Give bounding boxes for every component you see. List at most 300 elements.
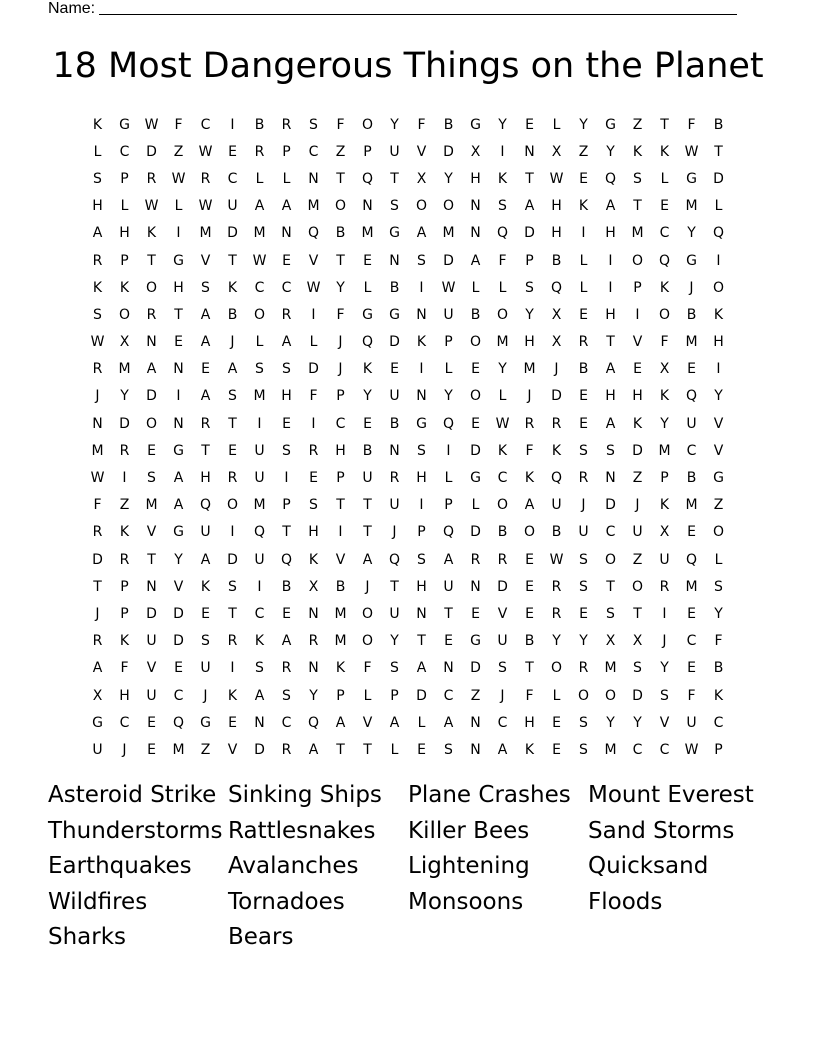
grid-letter: H [605, 306, 616, 323]
grid-letter: F [687, 116, 696, 133]
grid-letter: L [363, 687, 372, 704]
grid-letter: A [416, 660, 427, 677]
grid-letter: T [336, 741, 345, 758]
grid-letter: I [176, 388, 181, 405]
grid-letter: U [686, 714, 697, 731]
grid-letter: G [470, 633, 481, 650]
grid-letter: C [119, 143, 130, 160]
grid-letter: H [92, 198, 103, 215]
grid-letter: Q [253, 524, 266, 541]
grid-letter: C [659, 741, 670, 758]
grid-letter: A [524, 497, 535, 514]
grid-letter: A [173, 497, 184, 514]
grid-letter: K [227, 279, 238, 296]
grid-letter: D [551, 388, 562, 405]
grid-letter: R [119, 442, 130, 459]
grid-letter: O [469, 388, 482, 405]
grid-letter: I [608, 279, 613, 296]
grid-letter: U [551, 497, 562, 514]
grid-letter: X [551, 334, 562, 351]
grid-letter: O [631, 578, 644, 595]
grid-letter: Q [442, 524, 455, 541]
grid-letter: U [227, 198, 238, 215]
grid-letter: Y [687, 225, 696, 242]
grid-letter: E [687, 660, 696, 677]
grid-letter: C [659, 225, 670, 242]
grid-letter: V [200, 252, 211, 269]
grid-letter: V [632, 334, 643, 351]
grid-letter: S [417, 252, 426, 269]
grid-letter: T [147, 252, 156, 269]
grid-letter: U [578, 524, 589, 541]
grid-letter: T [525, 660, 534, 677]
grid-letter: I [716, 252, 721, 269]
grid-letter: A [524, 198, 535, 215]
grid-letter: S [93, 306, 102, 323]
grid-letter: R [119, 551, 130, 568]
grid-letter: D [146, 143, 157, 160]
grid-letter: C [227, 170, 238, 187]
grid-letter: A [389, 714, 400, 731]
grid-letter: S [579, 551, 588, 568]
grid-letter: Q [496, 225, 509, 242]
grid-letter: S [390, 660, 399, 677]
grid-letter: P [444, 334, 453, 351]
grid-letter: M [496, 334, 509, 351]
grid-letter: W [549, 551, 564, 568]
grid-letter: C [119, 714, 130, 731]
grid-letter: S [228, 388, 237, 405]
grid-letter: C [173, 687, 184, 704]
grid-letter: W [441, 279, 456, 296]
grid-letter: O [145, 279, 158, 296]
grid-letter: Y [309, 687, 318, 704]
grid-letter: J [500, 687, 505, 704]
grid-letter: T [147, 551, 156, 568]
grid-letter: Y [579, 633, 588, 650]
grid-letter: K [146, 225, 157, 242]
grid-letter: E [579, 170, 588, 187]
grid-letter: K [524, 741, 535, 758]
grid-letter: W [252, 252, 267, 269]
grid-row [84, 546, 732, 573]
grid-letter: R [146, 306, 157, 323]
grid-row [84, 329, 732, 356]
grid-letter: G [686, 252, 697, 269]
grid-letter: Z [173, 143, 184, 160]
grid-letter: F [336, 306, 345, 323]
grid-letter: Y [444, 170, 453, 187]
grid-letter: F [660, 334, 669, 351]
grid-letter: R [227, 470, 238, 487]
grid-letter: T [660, 116, 669, 133]
grid-letter: E [525, 551, 534, 568]
grid-letter: Y [606, 143, 615, 160]
grid-letter: H [551, 225, 562, 242]
grid-letter: N [470, 714, 481, 731]
grid-letter: D [470, 660, 481, 677]
grid-letter: B [335, 578, 346, 595]
grid-letter: M [253, 225, 266, 242]
grid-letter: B [281, 578, 292, 595]
grid-row [84, 220, 732, 247]
grid-letter: R [497, 551, 508, 568]
grid-letter: O [496, 497, 509, 514]
grid-letter: N [470, 198, 481, 215]
grid-row [84, 492, 732, 519]
grid-letter: Y [714, 605, 723, 622]
grid-letter: N [362, 198, 373, 215]
grid-letter: K [713, 687, 724, 704]
grid-letter: R [200, 415, 211, 432]
grid-row [84, 628, 732, 655]
word-bank-item: Sand Storms [588, 817, 735, 844]
grid-letter: H [470, 170, 481, 187]
grid-letter: O [523, 524, 536, 541]
grid-letter: Y [525, 306, 534, 323]
grid-letter: V [362, 714, 373, 731]
grid-letter: P [282, 143, 291, 160]
grid-letter: S [417, 551, 426, 568]
grid-letter: T [390, 578, 399, 595]
grid-letter: G [173, 524, 184, 541]
grid-row [84, 138, 732, 165]
grid-letter: B [686, 306, 697, 323]
grid-letter: Q [307, 714, 320, 731]
grid-letter: C [254, 605, 265, 622]
grid-letter: E [579, 415, 588, 432]
grid-letter: A [281, 198, 292, 215]
grid-letter: L [282, 170, 291, 187]
grid-letter: J [554, 361, 559, 378]
grid-letter: G [92, 714, 103, 731]
grid-letter: D [443, 143, 454, 160]
grid-letter: R [227, 633, 238, 650]
grid-letter: Z [713, 497, 724, 514]
grid-letter: B [713, 660, 724, 677]
grid-letter: Q [712, 225, 725, 242]
grid-letter: U [443, 578, 454, 595]
grid-letter: R [254, 143, 265, 160]
grid-letter: L [444, 470, 453, 487]
grid-letter: S [633, 170, 642, 187]
grid-letter: E [147, 741, 156, 758]
grid-letter: N [308, 660, 319, 677]
grid-letter: W [90, 470, 105, 487]
grid-letter: Q [604, 170, 617, 187]
grid-letter: G [470, 116, 481, 133]
grid-letter: A [443, 714, 454, 731]
grid-letter: X [308, 578, 319, 595]
grid-letter: S [714, 578, 723, 595]
grid-letter: R [92, 633, 103, 650]
grid-row [84, 736, 732, 763]
grid-letter: O [712, 524, 725, 541]
grid-letter: G [713, 470, 724, 487]
grid-letter: K [119, 633, 130, 650]
grid-letter: D [632, 687, 643, 704]
grid-letter: O [577, 687, 590, 704]
grid-letter: D [227, 551, 238, 568]
grid-letter: C [713, 714, 724, 731]
word-bank-item: Monsoons [408, 888, 524, 915]
grid-letter: K [524, 470, 535, 487]
grid-letter: J [230, 334, 235, 351]
grid-letter: T [336, 252, 345, 269]
grid-letter: I [716, 361, 721, 378]
grid-letter: C [605, 524, 616, 541]
grid-letter: A [470, 252, 481, 269]
grid-letter: T [228, 415, 237, 432]
grid-letter: W [306, 279, 321, 296]
grid-letter: N [92, 415, 103, 432]
grid-letter: S [606, 605, 615, 622]
grid-letter: H [335, 442, 346, 459]
word-bank-item: Asteroid Strike [48, 782, 217, 808]
grid-letter: E [525, 578, 534, 595]
grid-row [84, 655, 732, 682]
grid-letter: O [334, 198, 347, 215]
word-bank-item: Mount Everest [588, 782, 754, 808]
grid-letter: K [659, 388, 670, 405]
grid-letter: N [389, 442, 400, 459]
grid-row [84, 383, 732, 410]
grid-letter: A [200, 306, 211, 323]
grid-letter: J [338, 361, 343, 378]
grid-letter: N [605, 470, 616, 487]
grid-letter: B [551, 252, 562, 269]
grid-letter: U [497, 633, 508, 650]
grid-letter: Y [714, 388, 723, 405]
word-bank-item: Lightening [408, 853, 530, 880]
grid-letter: S [93, 170, 102, 187]
grid-letter: U [659, 551, 670, 568]
grid-letter: P [633, 279, 642, 296]
grid-letter: Y [363, 388, 372, 405]
grid-letter: U [254, 442, 265, 459]
grid-letter: Y [660, 660, 669, 677]
grid-letter: C [281, 279, 292, 296]
grid-letter: C [281, 714, 292, 731]
grid-letter: R [146, 170, 157, 187]
grid-letter: S [579, 714, 588, 731]
grid-letter: T [417, 633, 426, 650]
grid-letter: L [714, 198, 723, 215]
grid-letter: R [281, 116, 292, 133]
grid-letter: I [338, 524, 343, 541]
grid-letter: H [119, 687, 130, 704]
grid-letter: O [361, 605, 374, 622]
grid-letter: T [633, 198, 642, 215]
grid-letter: J [392, 524, 397, 541]
grid-letter: A [416, 225, 427, 242]
grid-letter: R [389, 470, 400, 487]
grid-letter: E [390, 361, 399, 378]
grid-letter: D [605, 497, 616, 514]
grid-letter: A [227, 361, 238, 378]
grid-letter: D [173, 633, 184, 650]
grid-letter: O [253, 306, 266, 323]
grid-letter: D [254, 741, 265, 758]
grid-letter: U [146, 687, 157, 704]
grid-letter: Q [361, 334, 374, 351]
grid-letter: I [500, 143, 505, 160]
grid-letter: J [95, 388, 100, 405]
word-bank-item: Avalanches [228, 853, 359, 880]
grid-letter: I [581, 225, 586, 242]
grid-letter: R [470, 551, 481, 568]
grid-letter: H [416, 578, 427, 595]
grid-letter: T [228, 252, 237, 269]
grid-letter: I [176, 225, 181, 242]
grid-letter: E [687, 361, 696, 378]
grid-letter: R [281, 741, 292, 758]
grid-row [84, 437, 732, 464]
grid-letter: X [119, 334, 130, 351]
grid-letter: J [203, 687, 208, 704]
grid-row [84, 709, 732, 736]
grid-letter: L [498, 388, 507, 405]
grid-letter: E [687, 605, 696, 622]
name-underline [99, 0, 737, 15]
grid-letter: E [687, 524, 696, 541]
grid-letter: F [174, 116, 183, 133]
grid-letter: G [470, 470, 481, 487]
grid-letter: E [552, 741, 561, 758]
grid-letter: N [416, 605, 427, 622]
grid-letter: Z [632, 116, 643, 133]
grid-letter: E [201, 605, 210, 622]
grid-letter: D [119, 415, 130, 432]
grid-letter: E [309, 470, 318, 487]
grid-letter: W [198, 143, 213, 160]
grid-letter: S [417, 442, 426, 459]
grid-letter: Q [550, 470, 563, 487]
grid-letter: T [606, 334, 615, 351]
grid-letter: T [714, 143, 723, 160]
grid-letter: N [470, 225, 481, 242]
grid-letter: P [660, 470, 669, 487]
grid-letter: F [525, 442, 534, 459]
grid-letter: S [255, 361, 264, 378]
grid-letter: Y [120, 388, 129, 405]
grid-letter: R [308, 442, 319, 459]
grid-letter: M [334, 605, 347, 622]
grid-letter: U [686, 415, 697, 432]
grid-letter: K [659, 279, 670, 296]
grid-letter: V [146, 524, 157, 541]
grid-letter: I [230, 660, 235, 677]
grid-letter: E [471, 361, 480, 378]
grid-letter: T [633, 605, 642, 622]
grid-letter: W [684, 741, 699, 758]
grid-letter: P [282, 497, 291, 514]
grid-letter: T [363, 741, 372, 758]
grid-letter: D [497, 578, 508, 595]
grid-letter: A [335, 714, 346, 731]
grid-letter: D [308, 361, 319, 378]
grid-letter: L [93, 143, 102, 160]
grid-letter: K [713, 306, 724, 323]
grid-letter: U [200, 524, 211, 541]
grid-letter: O [118, 306, 131, 323]
grid-letter: O [361, 633, 374, 650]
grid-letter: Z [119, 497, 130, 514]
grid-letter: F [417, 116, 426, 133]
grid-letter: L [552, 116, 561, 133]
grid-letter: W [684, 143, 699, 160]
grid-letter: E [633, 361, 642, 378]
grid-letter: M [172, 741, 185, 758]
grid-letter: A [254, 687, 265, 704]
grid-letter: L [579, 252, 588, 269]
grid-letter: P [336, 687, 345, 704]
grid-letter: K [254, 633, 265, 650]
grid-letter: R [281, 306, 292, 323]
grid-row [84, 573, 732, 600]
grid-letter: X [605, 633, 616, 650]
word-bank-item: Plane Crashes [408, 782, 571, 808]
grid-letter: U [254, 470, 265, 487]
grid-letter: D [632, 442, 643, 459]
grid-letter: K [119, 524, 130, 541]
grid-letter: L [498, 279, 507, 296]
grid-letter: C [200, 116, 211, 133]
grid-letter: J [581, 497, 586, 514]
grid-letter: E [471, 415, 480, 432]
grid-letter: T [93, 578, 102, 595]
grid-letter: B [335, 225, 346, 242]
grid-letter: F [309, 388, 318, 405]
grid-letter: T [282, 524, 291, 541]
grid-letter: K [92, 116, 103, 133]
grid-letter: D [227, 225, 238, 242]
grid-letter: I [257, 415, 262, 432]
grid-letter: K [308, 551, 319, 568]
grid-letter: I [635, 306, 640, 323]
word-bank-item: Wildfires [48, 888, 148, 915]
grid-letter: W [495, 415, 510, 432]
grid-letter: G [173, 442, 184, 459]
grid-letter: E [363, 252, 372, 269]
grid-letter: D [470, 442, 481, 459]
grid-letter: E [444, 633, 453, 650]
grid-letter: Q [388, 551, 401, 568]
grid-letter: O [631, 252, 644, 269]
word-bank-item: Tornadoes [228, 888, 345, 915]
grid-row [84, 600, 732, 627]
grid-letter: M [361, 225, 374, 242]
grid-letter: F [525, 687, 534, 704]
grid-letter: P [444, 497, 453, 514]
grid-letter: S [282, 442, 291, 459]
grid-letter: I [608, 252, 613, 269]
grid-letter: L [255, 170, 264, 187]
grid-letter: V [308, 252, 319, 269]
grid-letter: U [146, 633, 157, 650]
grid-letter: Q [442, 415, 455, 432]
grid-letter: F [687, 687, 696, 704]
grid-row [84, 464, 732, 491]
grid-letter: K [362, 361, 373, 378]
grid-letter: Q [658, 252, 671, 269]
grid-letter: N [173, 415, 184, 432]
grid-letter: J [365, 578, 370, 595]
grid-letter: G [200, 714, 211, 731]
grid-row [84, 356, 732, 383]
grid-letter: L [579, 279, 588, 296]
grid-letter: A [200, 551, 211, 568]
